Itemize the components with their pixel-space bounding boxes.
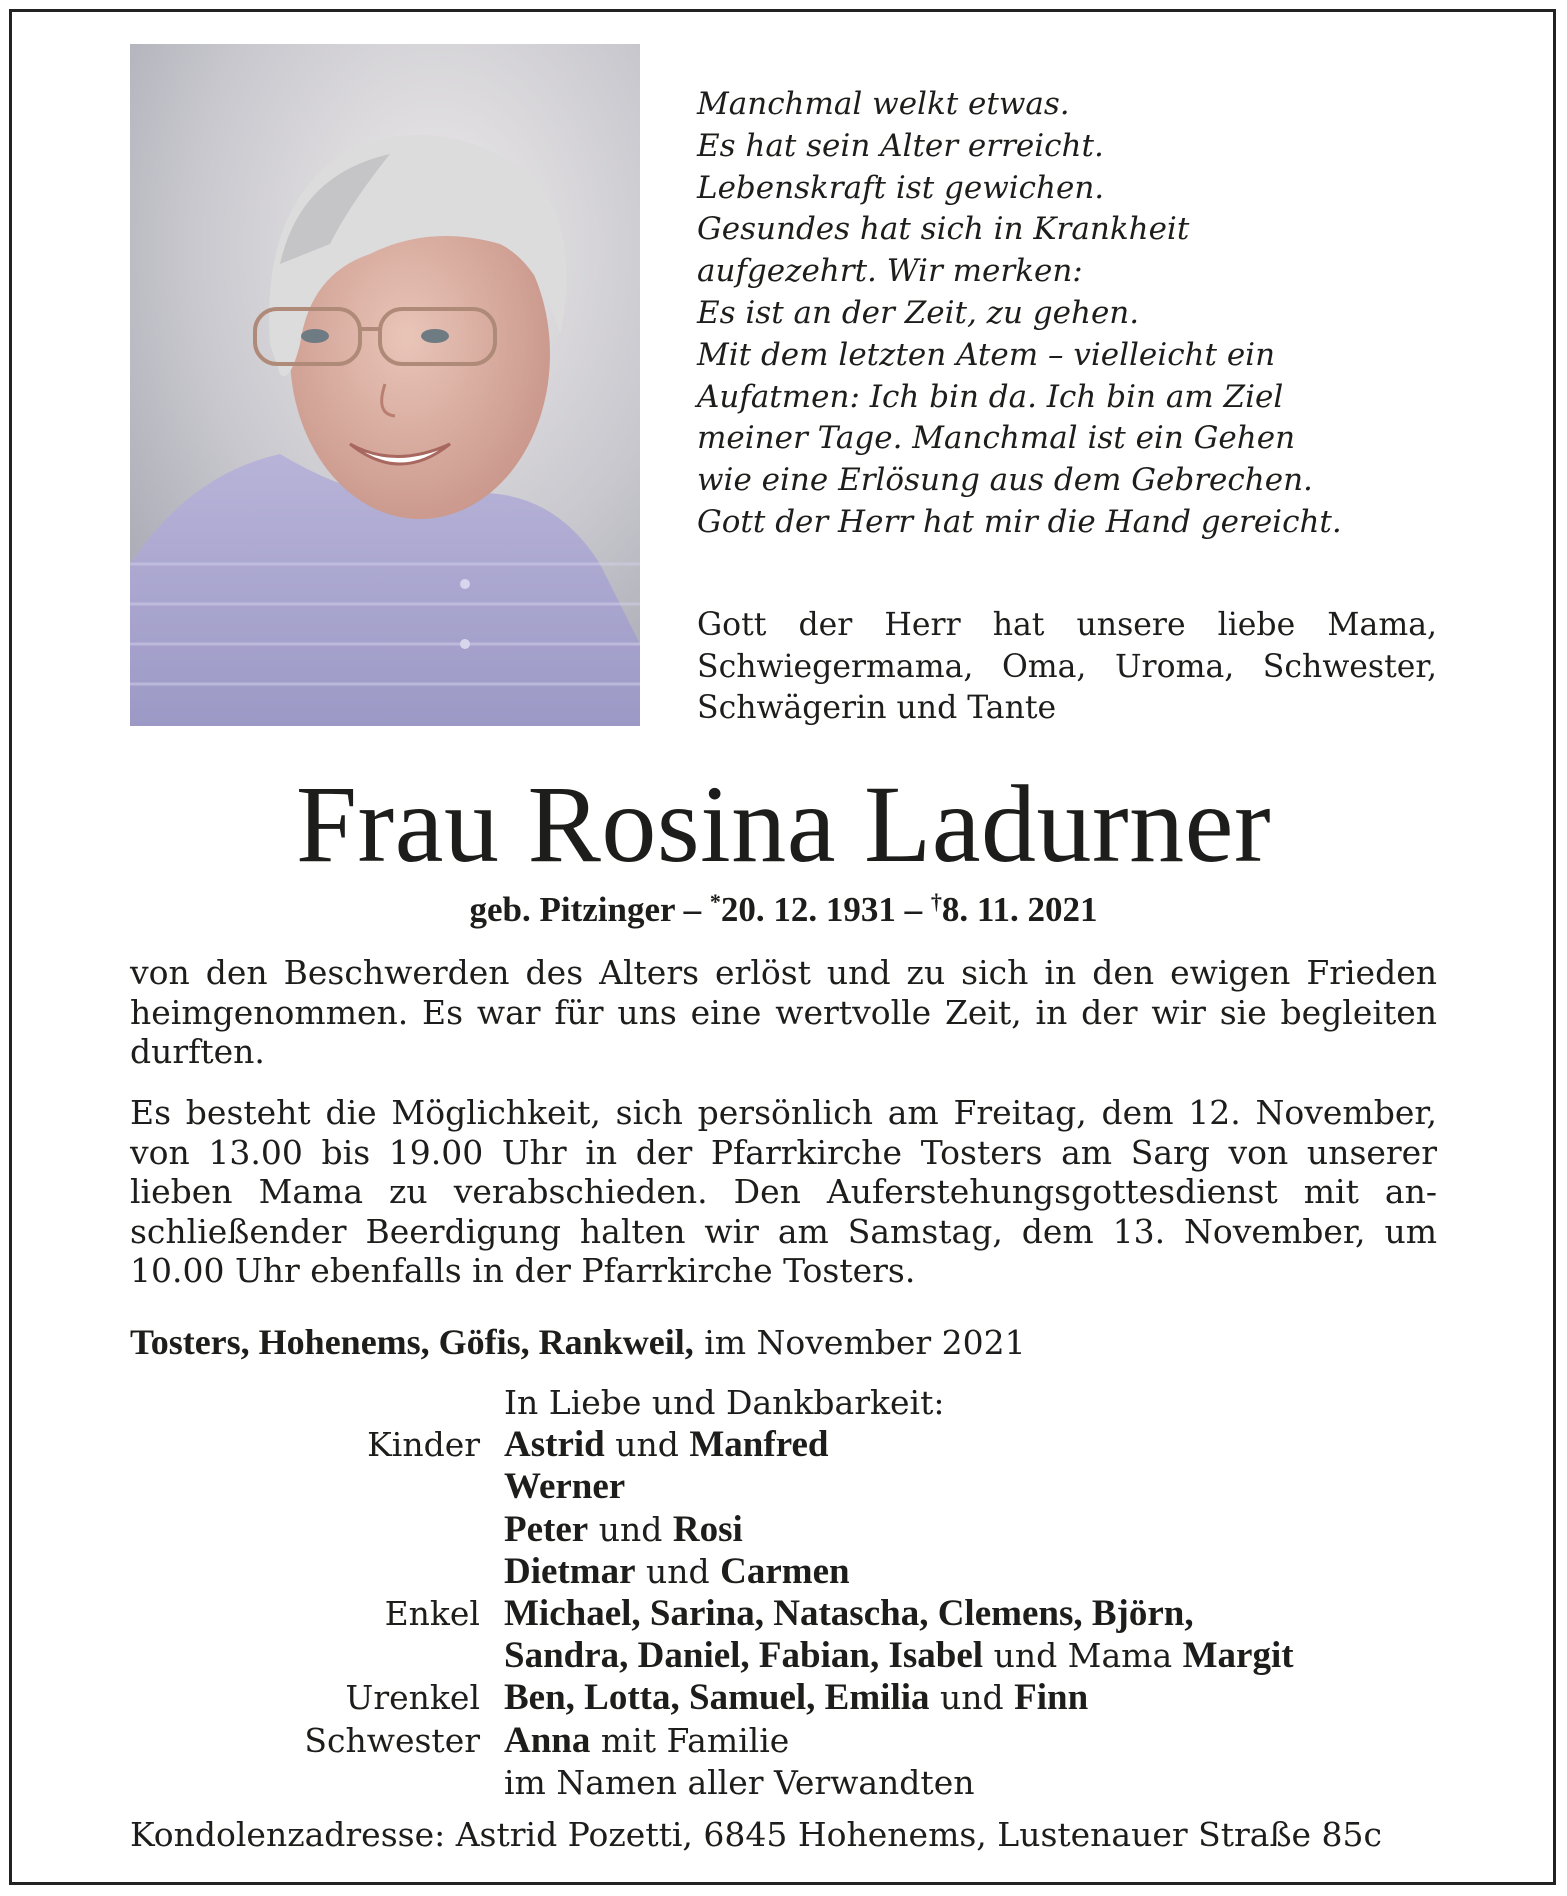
signature-heading: In Liebe und Dankbarkeit: bbox=[504, 1383, 945, 1422]
und-text: und bbox=[615, 1425, 679, 1465]
kinder-name: Dietmar bbox=[504, 1550, 636, 1592]
kinder-row bbox=[130, 1551, 1460, 1593]
enkel-names: Michael, Sarina, Natascha, Clemens, Björn, bbox=[504, 1593, 1194, 1635]
enkel-names: Sandra, Daniel, Fabian, Isabel bbox=[504, 1635, 984, 1677]
poem-line: Aufatmen: Ich bin da. Ich bin am Ziel bbox=[697, 378, 1284, 415]
signature-block bbox=[130, 1382, 1460, 1804]
und-text: und bbox=[646, 1551, 710, 1591]
kinder-label: Kinder bbox=[367, 1425, 480, 1465]
death-date: 8. 11. 2021 bbox=[941, 890, 1098, 929]
poem-line: Lebenskraft ist gewichen. bbox=[697, 169, 1105, 206]
schwester-name: Anna bbox=[504, 1719, 591, 1761]
portrait-photo bbox=[130, 44, 640, 726]
kinder-row bbox=[130, 1466, 1460, 1508]
death-symbol: † bbox=[930, 889, 942, 914]
poem-line: wie eine Erlösung aus dem Gebrechen. bbox=[697, 462, 1313, 499]
poem bbox=[697, 84, 1457, 544]
und-mama-text: und Mama bbox=[993, 1636, 1173, 1676]
kinder-row bbox=[130, 1424, 1460, 1466]
schwester-suffix: mit Familie bbox=[600, 1720, 790, 1760]
paragraph-2: Es besteht die Möglichkeit, sich persönlich am Freitag, dem 12. November, von 13.00 bis 19.00 Uhr in der Pfarrkirche Tosters am Sarg von unserer lieben Mama zu verabschieden. Den Auferstehungsgottesdienst mit anschließender Beerdigung halten wir am Samstag, dem 13. November, um 10.00 Uhr ebenfalls in der Pfarrkirche Tosters. bbox=[130, 1093, 1437, 1290]
poem-line: Gott der Herr hat mir die Hand gereicht. bbox=[697, 503, 1342, 540]
poem-line: Mit dem letzten Atem – vielleicht ein bbox=[697, 336, 1276, 373]
places-line bbox=[130, 1322, 1026, 1363]
poem-line: aufgezehrt. Wir merken: bbox=[697, 253, 1083, 290]
und-text: und bbox=[598, 1509, 663, 1549]
signature-heading-row bbox=[130, 1382, 1460, 1424]
poem-line: Es hat sein Alter erreicht. bbox=[697, 127, 1104, 164]
poem-line: Gesundes hat sich in Krankheit bbox=[697, 211, 1190, 248]
poem-line: meiner Tage. Manchmal ist ein Gehen bbox=[697, 420, 1296, 457]
enkel-margit: Margit bbox=[1182, 1635, 1294, 1677]
kinder-partner: Carmen bbox=[720, 1550, 850, 1592]
enkel-label: Enkel bbox=[384, 1594, 480, 1634]
schwester-label: Schwester bbox=[304, 1720, 480, 1760]
paragraph-1: von den Beschwerden des Alters erlöst und zu sich in den ewigen Frieden heimgenommen. Es war für uns eine wertvolle Zeit, in der wir sie begleiten durften. bbox=[130, 953, 1437, 1071]
kinder-partner: Manfred bbox=[689, 1424, 829, 1466]
urenkel-names: Ben, Lotta, Samuel, Emilia bbox=[504, 1677, 930, 1719]
kinder-partner: Rosi bbox=[672, 1508, 743, 1550]
birth-date: 20. 12. 1931 – bbox=[720, 890, 923, 929]
places-date: im November 2021 bbox=[704, 1323, 1026, 1362]
life-dates bbox=[0, 880, 1567, 932]
kinder-row bbox=[130, 1509, 1460, 1551]
places: Tosters, Hohenems, Göfis, Rankweil, bbox=[130, 1322, 694, 1362]
kinder-name: Peter bbox=[504, 1508, 589, 1550]
urenkel-finn: Finn bbox=[1014, 1677, 1089, 1719]
poem-line: Es ist an der Zeit, zu gehen. bbox=[697, 294, 1140, 331]
intro-text: Gott der Herr hat unsere liebe Mama, Schwiegermama, Oma, Uroma, Schwester, Schwägerin und Tante bbox=[697, 607, 1437, 726]
urenkel-label: Urenkel bbox=[345, 1678, 480, 1718]
condolence-address: Kondolenzadresse: Astrid Pozetti, 6845 Hohenems, Lustenauer Straße 85c bbox=[130, 1815, 1383, 1854]
poem-line: Manchmal welkt etwas. bbox=[697, 86, 1070, 122]
enkel-row bbox=[130, 1635, 1460, 1677]
deceased-name: Frau Rosina Ladurner bbox=[295, 763, 1272, 885]
birth-name: geb. Pitzinger – bbox=[469, 890, 702, 929]
und-text: und bbox=[940, 1678, 1004, 1718]
kinder-name: Werner bbox=[504, 1466, 626, 1508]
schwester-row bbox=[130, 1720, 1460, 1762]
enkel-row bbox=[130, 1593, 1460, 1635]
closing-row bbox=[130, 1762, 1460, 1804]
kinder-name: Astrid bbox=[504, 1424, 605, 1466]
birth-symbol: * bbox=[709, 889, 721, 914]
closing-text: im Namen aller Verwandten bbox=[504, 1762, 975, 1802]
urenkel-row bbox=[130, 1677, 1460, 1719]
